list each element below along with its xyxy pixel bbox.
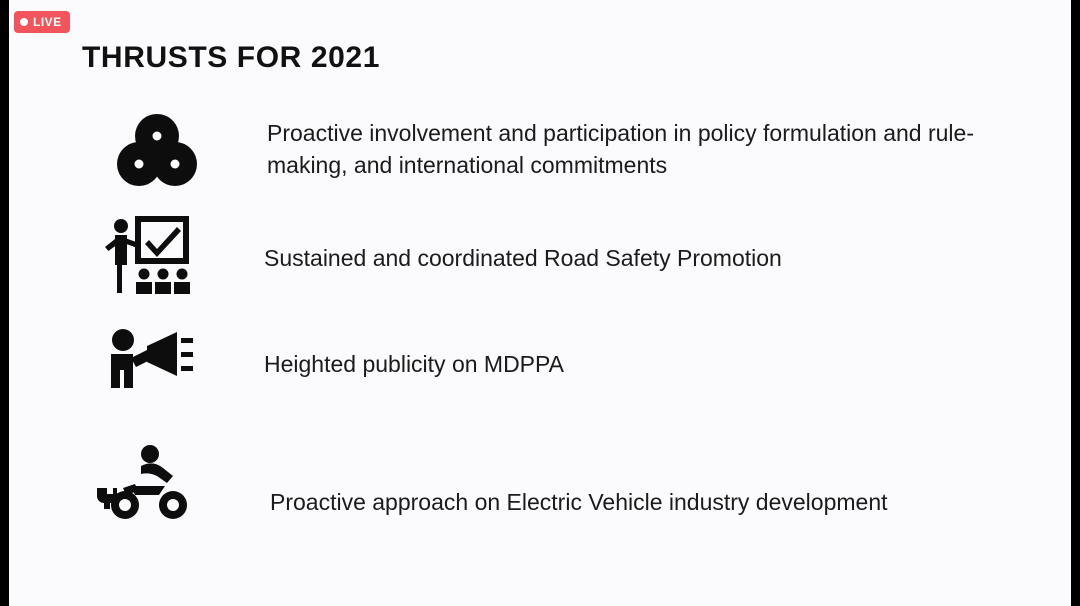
venn-diagram-icon bbox=[102, 108, 212, 190]
list-item-label: Proactive approach on Electric Vehicle industry development bbox=[270, 489, 888, 515]
list-item bbox=[92, 442, 1022, 526]
electric-motorcycle-icon bbox=[92, 442, 202, 526]
list-item bbox=[90, 324, 1020, 404]
status-badge bbox=[14, 11, 70, 33]
list-item bbox=[102, 108, 1032, 190]
slide-canvas bbox=[9, 0, 1071, 606]
presentation-training-icon bbox=[92, 212, 202, 298]
megaphone-announcement-icon bbox=[90, 324, 200, 404]
list-item-label: Sustained and coordinated Road Safety Promotion bbox=[264, 245, 782, 271]
list-item bbox=[92, 212, 1022, 298]
record-dot-icon bbox=[20, 18, 28, 26]
list-item-label: Heighted publicity on MDPPA bbox=[264, 351, 564, 377]
list-item-label: Proactive involvement and participation in policy formulation and rule-making, and international commitments bbox=[267, 120, 974, 178]
page-title: THRUSTS FOR 2021 bbox=[82, 41, 380, 74]
live-badge-label: LIVE bbox=[33, 15, 62, 29]
